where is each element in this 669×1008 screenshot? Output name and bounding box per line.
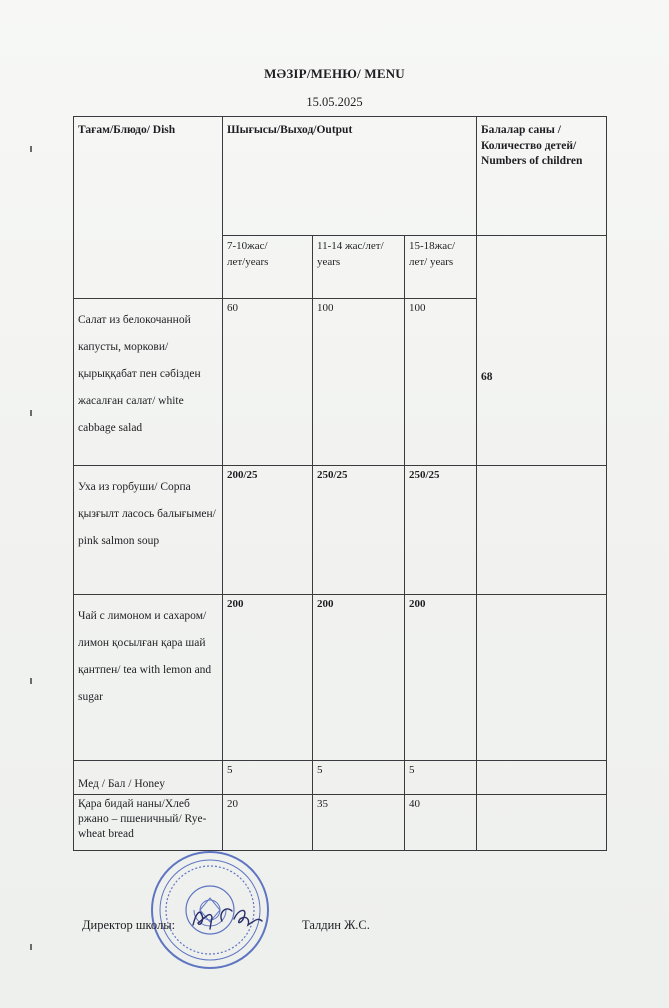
table-row (74, 761, 607, 795)
dish-column-header: Тағам/Блюдо/ Dish (74, 117, 223, 299)
output-value: 200 (223, 595, 313, 761)
dish-name: Чай с лимоном и сахаром/ лимон қосылған қара шай қантпен/ tea with lemon and sugar (74, 595, 223, 761)
header-row (74, 117, 607, 236)
output-value: 200/25 (223, 466, 313, 595)
children-count: 68 (477, 236, 607, 466)
output-column-header: Шығысы/Выход/Output (223, 117, 477, 236)
output-value: 200 (313, 595, 405, 761)
children-column-header: Балалар саны /Количество детей/ Numbers of children (477, 117, 607, 236)
output-value: 20 (223, 795, 313, 851)
margin-mark (30, 410, 32, 416)
table-row (74, 466, 607, 595)
margin-mark (30, 146, 32, 152)
dish-name: Қара бидай наны/Хлеб ржано – пшеничный/ Rye-wheat bread (74, 795, 223, 851)
output-value: 200 (405, 595, 477, 761)
table-row (74, 595, 607, 761)
empty-cell (477, 795, 607, 851)
output-value: 250/25 (405, 466, 477, 595)
director-label: Директор школы: (82, 918, 176, 932)
empty-cell (477, 595, 607, 761)
output-value: 40 (405, 795, 477, 851)
empty-cell (477, 466, 607, 595)
output-value: 250/25 (313, 466, 405, 595)
output-value: 5 (313, 761, 405, 795)
output-value: 35 (313, 795, 405, 851)
dish-name: Мед / Бал / Honey (74, 761, 223, 795)
dish-name: Уха из горбуши/ Сорпа қызғылт ласось балығымен/ pink salmon soup (74, 466, 223, 595)
menu-date: 15.05.2025 (306, 95, 363, 109)
output-value: 5 (405, 761, 477, 795)
age-group-11-14: 11-14 жас/лет/ years (313, 236, 405, 299)
table-row (74, 795, 607, 851)
empty-cell (477, 761, 607, 795)
menu-table (73, 116, 607, 851)
menu-title: МӘЗІР/МЕНЮ/ MENU (264, 66, 405, 81)
director-name: Талдин Ж.С. (302, 918, 370, 932)
signature-icon (188, 895, 268, 935)
output-value: 100 (405, 299, 477, 466)
age-group-7-10: 7-10жас/лет/years (223, 236, 313, 299)
margin-mark (30, 678, 32, 684)
margin-mark (30, 944, 32, 950)
age-group-15-18: 15-18жас/лет/ years (405, 236, 477, 299)
dish-name: Салат из белокочанной капусты, моркови/ қырыққабат пен сәбізден жасалған салат/ white cabbage salad (74, 299, 223, 466)
output-value: 5 (223, 761, 313, 795)
output-value: 100 (313, 299, 405, 466)
output-value: 60 (223, 299, 313, 466)
